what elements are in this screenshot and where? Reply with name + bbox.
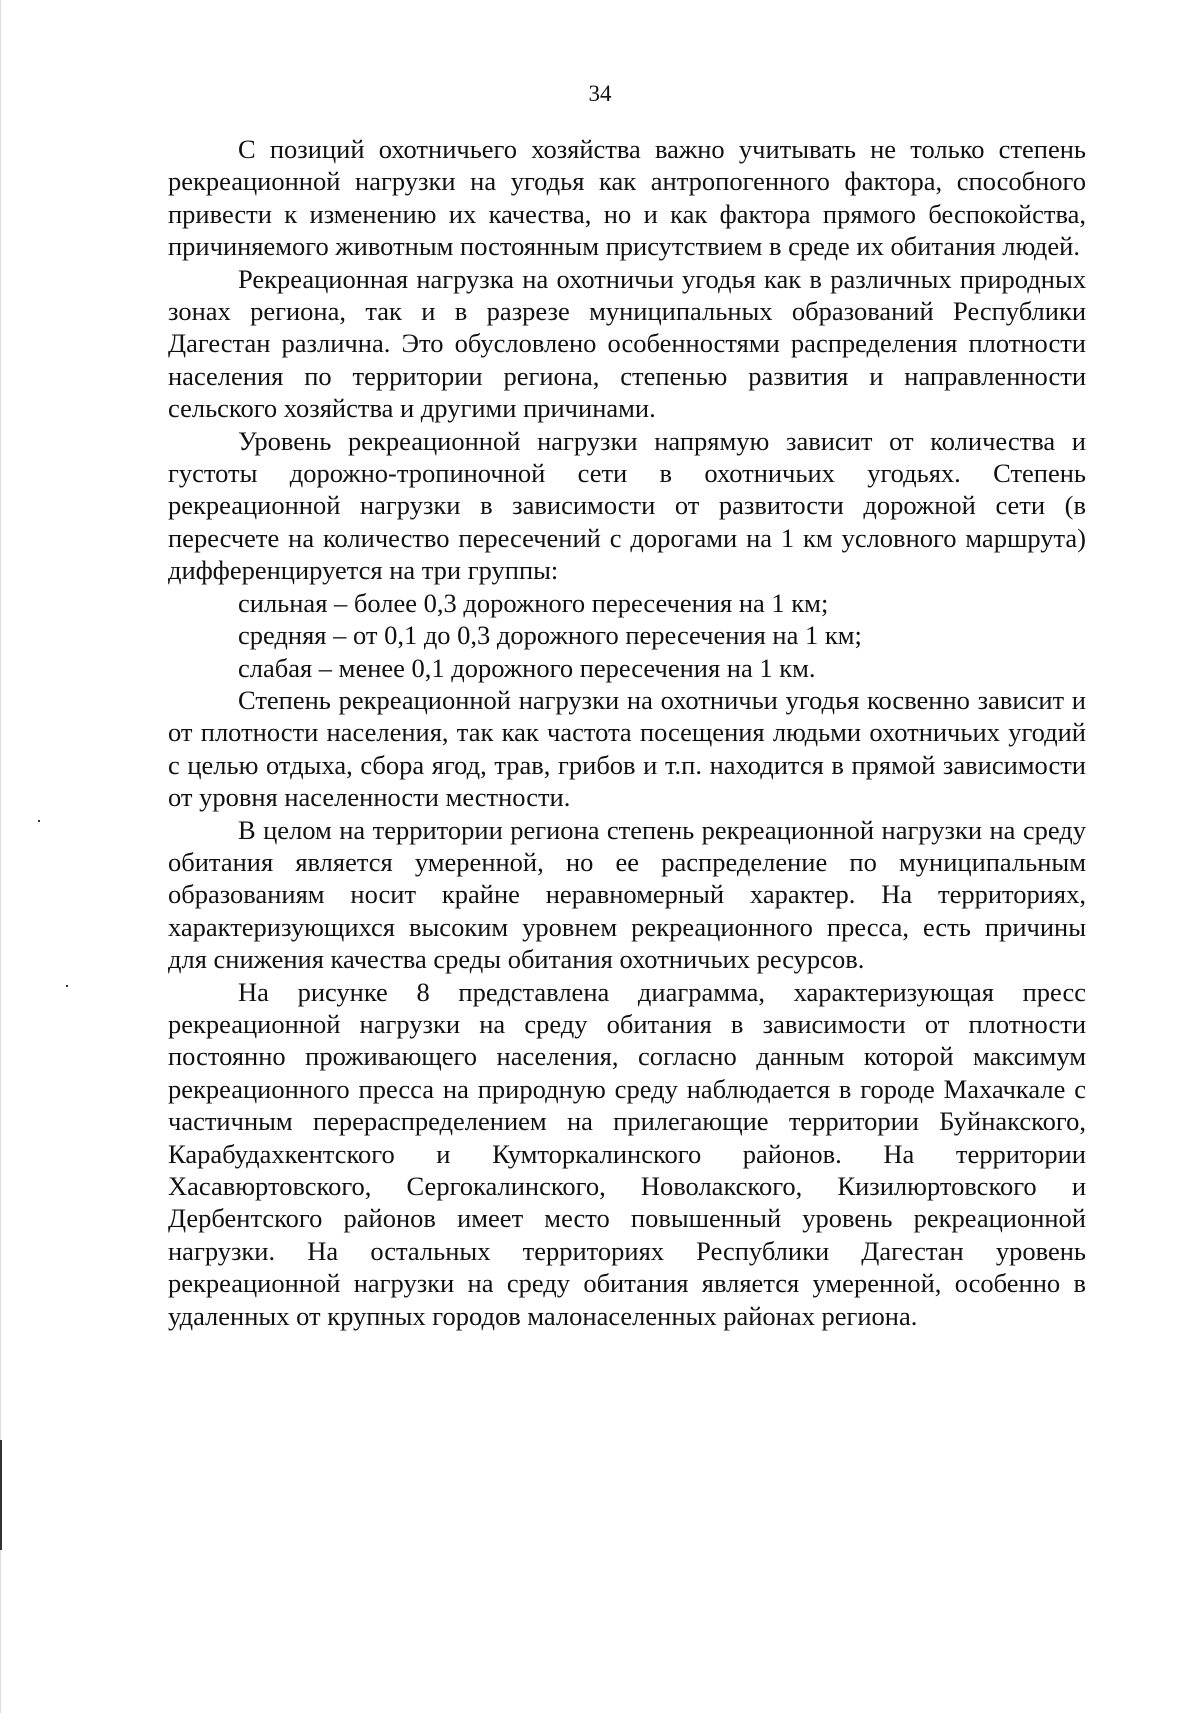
list-item: средняя – от 0,1 до 0,3 дорожного пересечения на 1 км; (238, 620, 862, 651)
paragraph: Степень рекреационной нагрузки на охотничьи угодья косвенно зависит и от плотности населения, так как частота посещения людьми охотничьих угодий с целью отдыха, сбора ягод, трав, грибов и т.п. находится в прямой зависимости от уровня населенности местности. (168, 684, 1086, 813)
paragraph: С позиций охотничьего хозяйства важно учитывать не только степень рекреационной нагрузки на угодья как антропогенного фактора, способного привести к изменению их качества, но и как фактора прямого беспокойства, причиняемого животным постоянным присутствием в среде их обитания людей. (168, 134, 1086, 262)
paragraph: На рисунке 8 представлена диаграмма, характеризующая пресс рекреационной нагрузки на среду обитания в зависимости от плотности постоянно проживающего населения, согласно данным которой максимум рекреационного пресса на природную среду наблюдается в городе Махачкале с частичным перераспределением на прилегающие территории Буйнакского, Карабудахкентского и Кумторкалинского районов. На территории Хасавюртовского, Сергокалинского, Новолакского, Кизилюртовского и Дербентского районов имеет место повышенный уровень рекреационной нагрузки. На остальных территориях Республики Дагестан уровень рекреационной нагрузки на среду обитания является умеренной, особенно в удаленных от крупных городов малонаселенных районах региона. (168, 976, 1086, 1331)
scan-artifact (38, 820, 40, 822)
paragraph: В целом на территории региона степень рекреационной нагрузки на среду обитания является умеренной, но ее распределение по муниципальным образованиям носит крайне неравномерный характер. На территориях, характеризующихся высоким уровнем рекреационного пресса, есть причины для снижения качества среды обитания охотничьих ресурсов. (168, 814, 1086, 975)
page-number: 34 (588, 81, 612, 106)
list-item: сильная – более 0,3 дорожного пересечения на 1 км; (238, 587, 829, 618)
document-body (168, 133, 1086, 1332)
scan-artifact (66, 985, 68, 987)
list-item: слабая – менее 0,1 дорожного пересечения на 1 км. (238, 652, 816, 683)
paragraph: Уровень рекреационной нагрузки напрямую зависит от количества и густоты дорожно-тропиночной сети в охотничьих угодьях. Степень рекреационной нагрузки в зависимости от развитости дорожной сети (в пересчете на количество пересечений с дорогами на 1 км условного маршрута) дифференцируется на три группы: (168, 425, 1086, 586)
scan-artifact (0, 1440, 2, 1550)
paragraph: Рекреационная нагрузка на охотничьи угодья как в различных природных зонах региона, так и в разрезе муниципальных образований Республики Дагестан различна. Это обусловлено особенностями распределения плотности населения по территории региона, степенью развития и направленности сельского хозяйства и другими причинами. (168, 263, 1086, 424)
